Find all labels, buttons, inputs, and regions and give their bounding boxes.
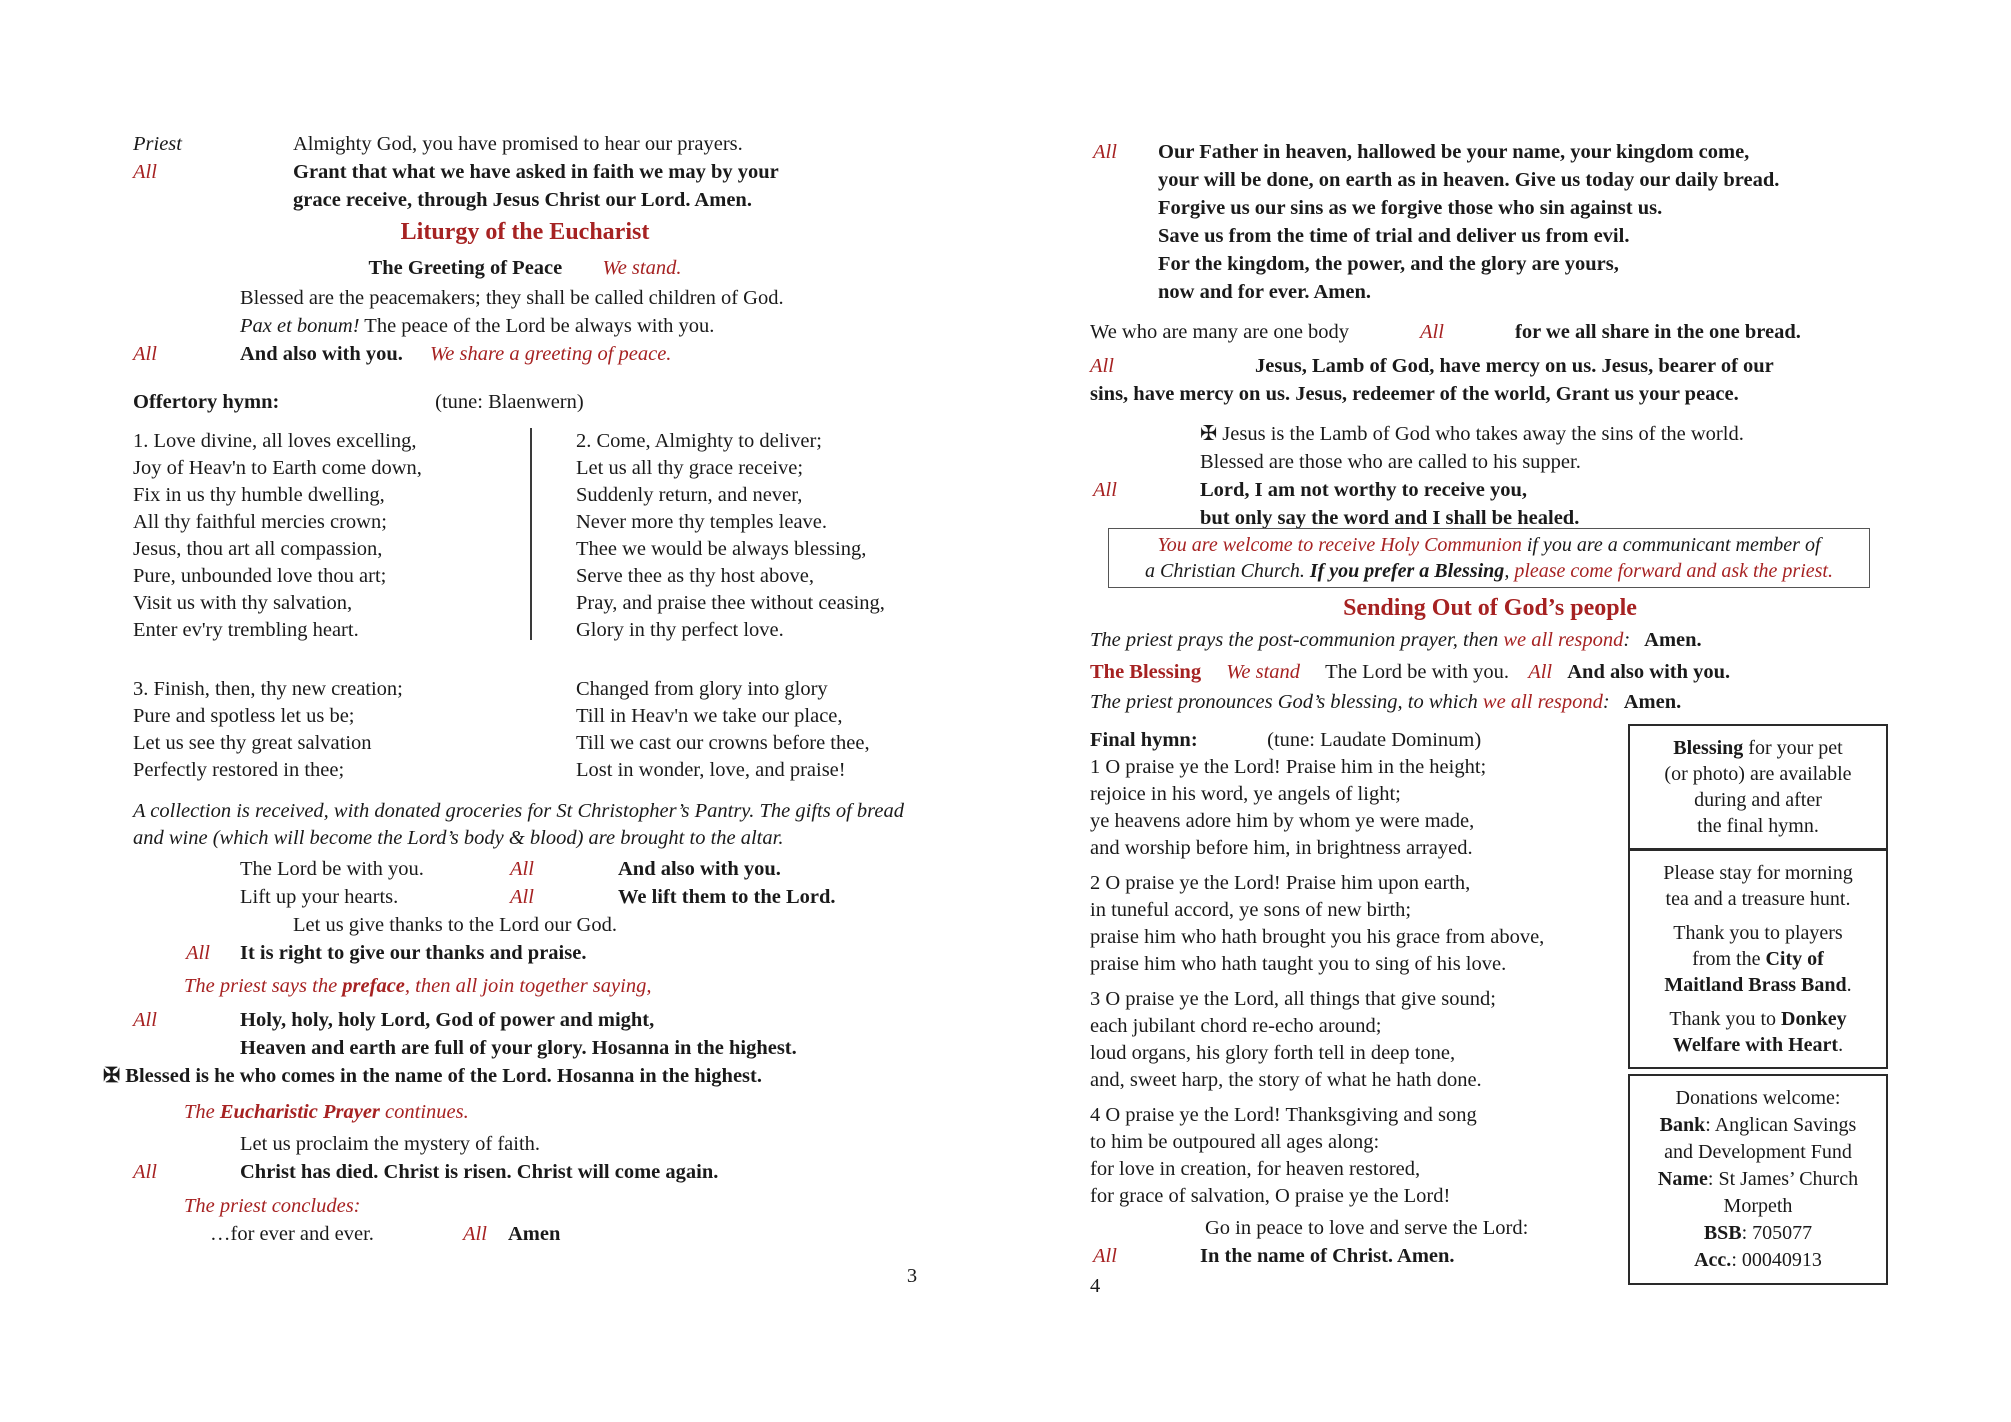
box-line: (or photo) are available — [1664, 763, 1852, 785]
rubric-text: The priest says the — [184, 975, 343, 997]
invitation-line-1: ✠ Jesus is the Lamb of God who takes away the sins of the world. — [1200, 423, 1744, 445]
versicle: …for ever and ever. — [210, 1223, 374, 1245]
response: And also with you. — [1567, 661, 1731, 683]
account-name-value: : St James’ Church — [1707, 1168, 1859, 1190]
unworthy-line: Lord, I am not worthy to receive you, — [1200, 479, 1528, 501]
box-line — [1636, 735, 1880, 761]
hymn-line: Pray, and praise thee without ceasing, — [576, 592, 885, 614]
sanctus-line: Heaven and earth are full of your glory. Hosanna in the highest. — [240, 1037, 797, 1059]
hymn-line: 2 O praise ye the Lord! Praise him upon earth, — [1090, 872, 1471, 894]
mystery-response-row — [133, 1158, 718, 1186]
donkey-welfare-thanks — [1636, 1006, 1880, 1058]
versicle: We who are many are one body — [1090, 321, 1350, 343]
notice-red-text: You are welcome to receive Holy Communion — [1157, 534, 1522, 556]
box-line — [1636, 1166, 1880, 1193]
greeting-text — [240, 284, 784, 340]
greeting-response-line — [240, 340, 671, 368]
eucharistic-prayer-rubric — [184, 1098, 469, 1126]
hymn-line: praise him who hath brought you his grace from above, — [1090, 926, 1545, 948]
text: . — [1838, 1034, 1844, 1056]
pet-blessing-box — [1628, 724, 1888, 850]
hymn-line: Never more thy temples leave. — [576, 511, 828, 533]
bold-text: Welfare with Heart — [1672, 1034, 1839, 1056]
speaker-label-all: All — [463, 1223, 487, 1245]
hymn-line: 1 O praise ye the Lord! Praise him in the height; — [1090, 756, 1487, 778]
response: And also with you. — [618, 858, 781, 880]
priest-text: Almighty God, you have promised to hear our prayers. — [293, 133, 743, 155]
bold-text: City of — [1765, 948, 1824, 970]
blessing-title: The Blessing — [1090, 661, 1202, 683]
dismissal-response-row — [1093, 1242, 1455, 1270]
donations-box — [1628, 1074, 1888, 1285]
lords-prayer — [1093, 138, 1779, 306]
speaker-label-all: All — [186, 942, 210, 964]
box-line: and Development Fund — [1664, 1141, 1852, 1163]
peace-of-lord: The peace of the Lord be always with you. — [359, 315, 715, 337]
amen: Amen. — [1623, 691, 1682, 713]
bold-text: Donkey — [1781, 1008, 1847, 1030]
box-line — [1636, 972, 1880, 998]
offertory-hymn-label: Offertory hymn: — [133, 391, 280, 413]
bsb-value: : 705077 — [1741, 1222, 1813, 1244]
we-stand-rubric: We stand. — [602, 257, 682, 279]
opening-dialogue — [133, 130, 950, 214]
amen: Amen. — [1644, 629, 1702, 651]
box-line: Donations welcome: — [1675, 1087, 1841, 1109]
sanctus — [133, 1006, 797, 1062]
agnus-dei — [1090, 352, 1890, 408]
versicle: The Lord be with you. — [240, 858, 424, 880]
verse-column-divider — [530, 428, 532, 640]
offertory-hymn-heading — [133, 388, 584, 416]
greeting-response — [133, 340, 671, 368]
all-response-line: Grant that what we have asked in faith we may by your — [293, 161, 779, 183]
hymn-line: Perfectly restored in thee; — [133, 759, 345, 781]
lords-prayer-line: now and for ever. Amen. — [1158, 281, 1371, 303]
sursum-corda-row2 — [240, 883, 836, 911]
hymn-line: Thee we would be always blessing, — [576, 538, 867, 560]
hymn-line: for love in creation, for heaven restored, — [1090, 1158, 1421, 1180]
fraction-row — [1090, 318, 1801, 346]
notice-red-text: please come forward and ask the priest. — [1514, 560, 1833, 582]
bank-value: : Anglican Savings — [1705, 1114, 1857, 1136]
hymn-line: Let us see thy great salvation — [133, 732, 372, 754]
rubric-bold: Eucharistic Prayer — [219, 1101, 380, 1123]
box-line — [1636, 1220, 1880, 1247]
hymn-line: 1. Love divine, all loves excelling, — [133, 430, 417, 452]
dismissal-response: In the name of Christ. Amen. — [1200, 1245, 1455, 1267]
morning-tea-notice — [1636, 860, 1880, 912]
communion-invitation — [1200, 420, 1744, 476]
lords-prayer-line: your will be done, on earth as in heaven. Give us today our daily bread. — [1158, 169, 1780, 191]
final-hymn-verse-1 — [1090, 754, 1486, 862]
hymn-line: Let us all thy grace receive; — [576, 457, 804, 479]
response: We lift them to the Lord. — [618, 886, 836, 908]
agnus-line-2: sins, have mercy on us. Jesus, redeemer of the world, Grant us your peace. — [1090, 383, 1739, 405]
box-line: Thank you to players — [1673, 922, 1843, 944]
rubric-text: continues. — [379, 1101, 469, 1123]
unworthy-response — [1093, 476, 1579, 532]
final-hymn-heading — [1090, 726, 1481, 754]
hymn-line: Pure, unbounded love thou art; — [133, 565, 387, 587]
communion-notice-box — [1108, 528, 1870, 588]
text: from the — [1692, 948, 1766, 970]
hymn-line: Fix in us thy humble dwelling, — [133, 484, 385, 506]
lords-prayer-line: For the kingdom, the power, and the glory are yours, — [1158, 253, 1619, 275]
final-hymn-tune: (tune: Laudate Dominum) — [1267, 729, 1482, 751]
speaker-label-all: All — [1093, 479, 1117, 501]
greeting-title: The Greeting of Peace — [368, 257, 563, 279]
box-line: Morpeth — [1723, 1195, 1793, 1217]
final-hymn-verse-4 — [1090, 1102, 1477, 1210]
lords-prayer-line: Forgive us our sins as we forgive those who sin against us. — [1158, 197, 1663, 219]
versicle: The Lord be with you. — [1325, 661, 1510, 683]
notice-line-1 — [1117, 532, 1861, 558]
rubric-text: The priest pronounces God’s blessing, to which — [1090, 691, 1483, 713]
we-stand-rubric: We stand — [1226, 661, 1301, 683]
collection-rubric-line: and wine (which will become the Lord’s body & blood) are brought to the altar. — [133, 827, 784, 849]
speaker-label-all: All — [1090, 355, 1114, 377]
benedictus-line: ✠ Blessed is he who comes in the name of the Lord. Hosanna in the highest. — [103, 1065, 762, 1087]
pax-line — [240, 312, 784, 340]
bsb-label: BSB — [1703, 1222, 1742, 1244]
hymn-line: 3 O praise ye the Lord, all things that give sound; — [1090, 988, 1496, 1010]
peacemakers-line: Blessed are the peacemakers; they shall be called children of God. — [240, 287, 784, 309]
hymn-line: 3. Finish, then, thy new creation; — [133, 678, 403, 700]
notice-black-text: a Christian Church. — [1145, 560, 1310, 582]
response: It is right to give our thanks and praise. — [240, 942, 587, 964]
text: . — [1846, 974, 1852, 996]
box-line: the final hymn. — [1697, 815, 1819, 837]
hymn-line: 4 O praise ye the Lord! Thanksgiving and song — [1090, 1104, 1477, 1126]
amen: Amen — [508, 1223, 561, 1245]
rubric-red-text: we all respond — [1503, 629, 1624, 651]
hymn-verse-3-continued — [553, 676, 996, 784]
page-number-3: 3 — [906, 1265, 918, 1287]
hymn-line: Glory in thy perfect love. — [576, 619, 784, 641]
bold-text: Blessing — [1673, 737, 1744, 759]
rubric-text: : — [1623, 629, 1631, 651]
hymn-line: Suddenly return, and never, — [576, 484, 803, 506]
doxology-row — [210, 1220, 560, 1248]
hymn-line: praise him who hath taught you to sing of his love. — [1090, 953, 1507, 975]
pax-et-bonum: Pax et bonum! — [240, 315, 360, 337]
hymn-line: rejoice in his word, ye angels of light; — [1090, 783, 1401, 805]
blessing-row — [1090, 658, 1730, 686]
hymn-line: Pure and spotless let us be; — [133, 705, 355, 727]
box-line — [1636, 1112, 1880, 1139]
hymn-line: ye heavens adore him by whom ye were made, — [1090, 810, 1475, 832]
hymn-line: Changed from glory into glory — [576, 678, 828, 700]
rubric-bold: preface — [342, 975, 405, 997]
account-name-label: Name — [1657, 1168, 1708, 1190]
hymn-line: in tuneful accord, ye sons of new birth; — [1090, 899, 1412, 921]
collection-rubric-line: A collection is received, with donated groceries for St Christopher’s Pantry. The gifts of bread — [133, 800, 904, 822]
offertory-verses-row2 — [133, 676, 996, 784]
offertory-tune: (tune: Blaenwern) — [435, 391, 584, 413]
unworthy-lines — [1200, 476, 1579, 532]
agnus-line-1: Jesus, Lamb of God, have mercy on us. Jesus, bearer of our — [1255, 355, 1774, 377]
notice-black-text: if you are a communicant member of — [1521, 534, 1821, 556]
box-line: during and after — [1694, 789, 1822, 811]
rubric-text: The — [184, 1101, 220, 1123]
lords-prayer-lines — [1158, 138, 1779, 306]
final-hymn-label: Final hymn: — [1090, 729, 1198, 751]
response: for we all share in the one bread. — [1515, 321, 1801, 343]
greeting-of-peace-heading — [100, 254, 950, 282]
speaker-label-all: All — [510, 886, 534, 908]
speaker-label-all: All — [1528, 661, 1553, 683]
speaker-label-all: All — [1093, 1245, 1117, 1267]
mystery-response: Christ has died. Christ is risen. Christ will come again. — [240, 1161, 719, 1183]
speaker-label-all: All — [133, 1161, 157, 1183]
speaker-label-all: All — [133, 343, 157, 365]
notice-black-text: , — [1504, 560, 1515, 582]
hymn-line: and, sweet harp, the story of what he hath done. — [1090, 1069, 1482, 1091]
rubric-red-text: we all respond — [1482, 691, 1603, 713]
notices-box — [1628, 849, 1888, 1069]
and-also-with-you: And also with you. — [240, 343, 403, 365]
text: for your pet — [1743, 737, 1843, 759]
blessing-rubric — [1090, 688, 1681, 716]
offertory-verses-row1 — [133, 428, 996, 644]
box-line: tea and a treasure hunt. — [1665, 888, 1851, 910]
hymn-line: each jubilant chord re-echo around; — [1090, 1015, 1382, 1037]
share-greeting-rubric: We share a greeting of peace. — [430, 343, 672, 365]
dismissal-versicle: Go in peace to love and serve the Lord: — [1205, 1217, 1529, 1239]
brass-band-thanks — [1636, 920, 1880, 998]
hymn-line: Jesus, thou art all compassion, — [133, 538, 383, 560]
lords-prayer-line: Save us from the time of trial and deliver us from evil. — [1158, 225, 1630, 247]
hymn-line: Visit us with thy salvation, — [133, 592, 353, 614]
box-line — [1636, 1006, 1880, 1032]
all-response-line: grace receive, through Jesus Christ our Lord. Amen. — [293, 189, 752, 211]
lords-prayer-line: Our Father in heaven, hallowed be your name, your kingdom come, — [1158, 141, 1750, 163]
notice-line-2 — [1117, 558, 1861, 584]
rubric-text: : — [1602, 691, 1610, 713]
box-line — [1636, 1247, 1880, 1274]
account-number-label: Acc. — [1694, 1249, 1732, 1271]
all-response-block — [293, 158, 779, 214]
notice-bold-text: If you prefer a Blessing — [1309, 560, 1505, 582]
post-communion-rubric — [1090, 626, 1702, 654]
final-hymn-verse-2 — [1090, 870, 1544, 978]
hymn-verse-3 — [133, 676, 553, 784]
rubric-text: The priest prays the post-communion prayer, then — [1090, 629, 1504, 651]
priest-concludes-rubric: The priest concludes: — [184, 1195, 361, 1217]
hymn-line: for grace of salvation, O praise ye the Lord! — [1090, 1185, 1451, 1207]
hymn-line: Lost in wonder, love, and praise! — [576, 759, 846, 781]
hymn-line: Serve thee as thy host above, — [576, 565, 814, 587]
speaker-label-all: All — [1420, 321, 1444, 343]
versicle: Lift up your hearts. — [240, 886, 399, 908]
sending-out-heading: Sending Out of God’s people — [1343, 595, 1637, 621]
rubric-text: , then all join together saying, — [404, 975, 652, 997]
speaker-label-all: All — [1093, 141, 1117, 163]
hymn-line: Till we cast our crowns before thee, — [576, 732, 870, 754]
final-hymn-verse-3 — [1090, 986, 1496, 1094]
speaker-label-all: All — [133, 161, 157, 183]
hymn-line: All thy faithful mercies crown; — [133, 511, 387, 533]
sursum-corda-row3: Let us give thanks to the Lord our God. — [293, 914, 617, 936]
bank-label: Bank — [1659, 1114, 1706, 1136]
sursum-corda-row4 — [186, 939, 586, 967]
speaker-label-all: All — [510, 858, 534, 880]
bold-text: Maitland Brass Band — [1664, 974, 1847, 996]
hymn-line: Till in Heav'n we take our place, — [576, 705, 843, 727]
hymn-verse-1 — [133, 428, 553, 644]
page-number-4: 4 — [1090, 1275, 1101, 1297]
hymn-verse-2 — [553, 428, 996, 644]
account-number-value: : 00040913 — [1731, 1249, 1822, 1271]
text: Thank you to — [1669, 1008, 1782, 1030]
invitation-line-2: Blessed are those who are called to his supper. — [1200, 451, 1581, 473]
collection-rubric — [133, 798, 953, 852]
hymn-line: and worship before him, in brightness arrayed. — [1090, 837, 1473, 859]
speaker-label-all: All — [133, 1009, 157, 1031]
sanctus-lines — [240, 1006, 797, 1062]
hymn-line: Enter ev'ry trembling heart. — [133, 619, 359, 641]
sursum-corda-row1 — [240, 855, 781, 883]
unworthy-line: but only say the word and I shall be healed. — [1200, 507, 1580, 529]
hymn-line: loud organs, his glory forth tell in deep tone, — [1090, 1042, 1456, 1064]
box-line — [1636, 1032, 1880, 1058]
hymn-line: Joy of Heav'n to Earth come down, — [133, 457, 422, 479]
sanctus-line: Holy, holy, holy Lord, God of power and might, — [240, 1009, 655, 1031]
speaker-label-priest: Priest — [133, 133, 182, 155]
preface-rubric — [184, 972, 651, 1000]
box-line — [1636, 946, 1880, 972]
hymn-line: 2. Come, Almighty to deliver; — [576, 430, 822, 452]
hymn-line: to him be outpoured all ages along: — [1090, 1131, 1380, 1153]
box-line: Please stay for morning — [1663, 862, 1853, 884]
mystery-invitation: Let us proclaim the mystery of faith. — [240, 1133, 541, 1155]
liturgy-heading: Liturgy of the Eucharist — [400, 219, 650, 245]
